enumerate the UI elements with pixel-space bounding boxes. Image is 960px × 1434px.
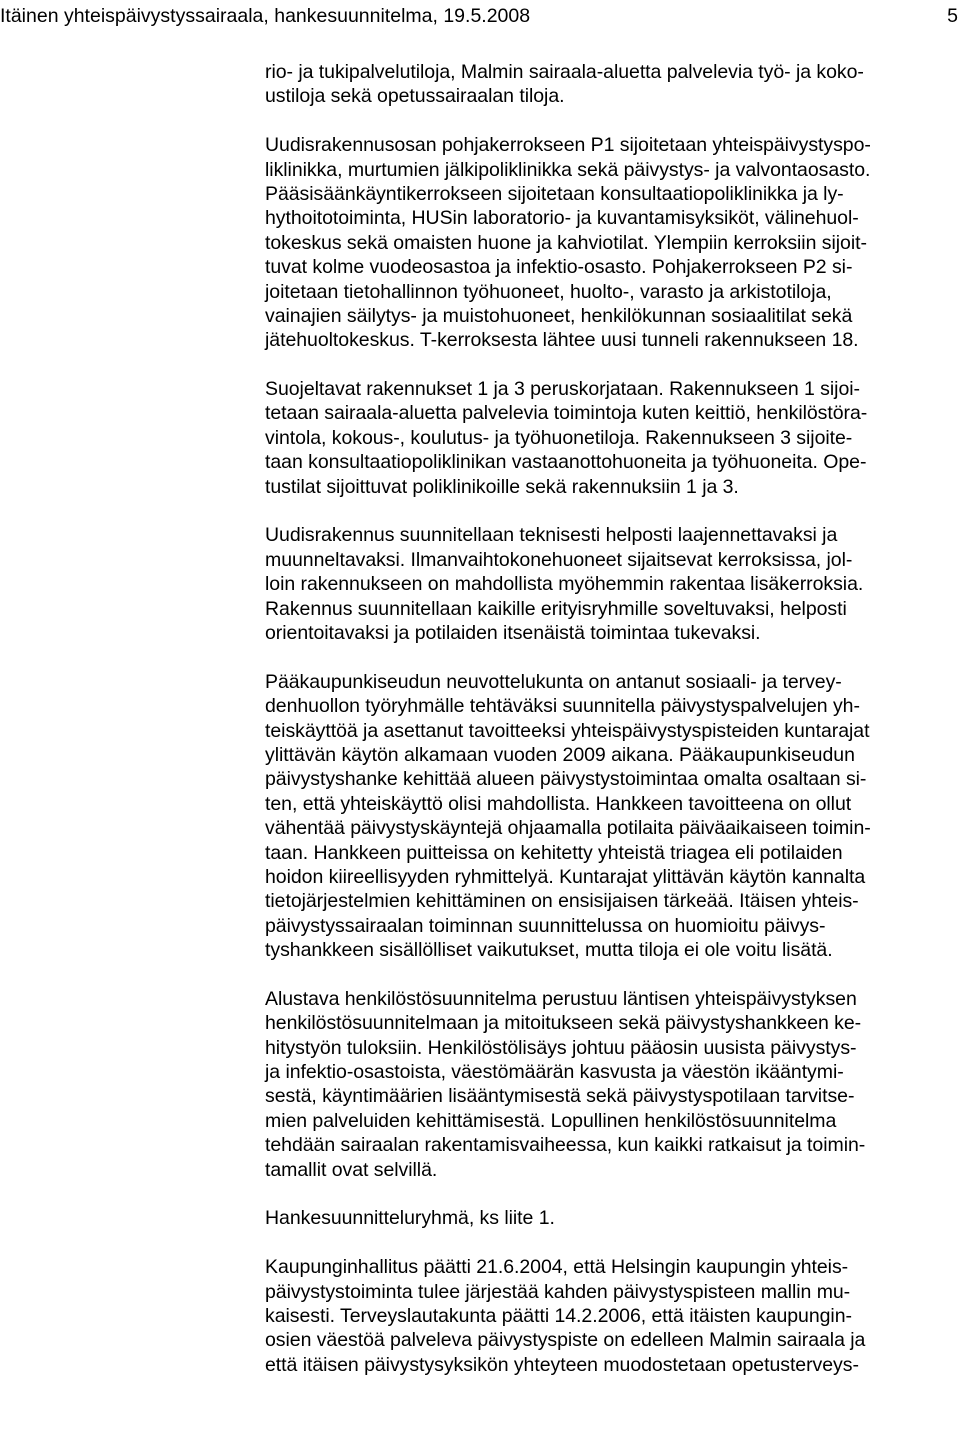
text-line: sestä, käyntimäärien lisääntymisestä sekä päivystyspotilaan tarvitse- (265, 1085, 855, 1108)
text-line: jätehuoltokeskus. T-kerroksesta lähtee uusi tunneli rakennukseen 18. (265, 329, 859, 352)
document-body (265, 60, 960, 1377)
paragraph (265, 377, 960, 499)
text-line: tamallit ovat selvillä. (265, 1158, 438, 1181)
text-line: taan. Hankkeen puitteissa on kehitetty yhteistä triagea eli potilaiden (265, 841, 843, 864)
text-line: hoidon kiireellisyyden ryhmittelyä. Kuntarajat ylittävän käytön kannalta (265, 865, 866, 888)
text-line: Pääkaupunkiseudun neuvottelukunta on antanut sosiaali- ja tervey- (265, 670, 842, 693)
text-line: Kaupunginhallitus päätti 21.6.2004, että Helsingin kaupungin yhteis- (265, 1256, 849, 1279)
paragraph (265, 1255, 960, 1377)
paragraph (265, 523, 960, 645)
text-line: taan konsultaatiopoliklinikan vastaanottohuoneita ja työhuoneita. Ope- (265, 451, 867, 474)
paragraph (265, 133, 960, 353)
paragraph-gap (265, 1231, 960, 1255)
text-line: vainajien säilytys- ja muistohuoneet, henkilökunnan sosiaalitilat sekä (265, 304, 853, 327)
text-line: että itäisen päivystysyksikön yhteyteen muodostetaan opetusterveys- (265, 1353, 859, 1376)
paragraph (265, 987, 960, 1182)
text-line: Pääsisäänkäyntikerrokseen sijoitetaan konsultaatiopoliklinikka ja ly- (265, 182, 844, 205)
paragraph-gap (265, 962, 960, 986)
text-line: osien väestöä palveleva päivystyspiste on edelleen Malmin sairaala ja (265, 1329, 866, 1352)
text-line: henkilöstösuunnitelmaan ja mitoitukseen sekä päivystyshankkeen ke- (265, 1012, 862, 1035)
text-line: hitystyön tuloksiin. Henkilöstölisäys johtuu pääosin uusista päivystys- (265, 1036, 857, 1059)
text-line: vähentää päivystyskäyntejä ohjaamalla potilaita päiväaikaiseen toimin- (265, 817, 871, 840)
text-line: päivystyshanke kehittää alueen päivystystoimintaa omalta osaltaan si- (265, 768, 867, 791)
text-line: tehdään sairaalan rakentamisvaiheessa, kun kaikki ratkaisut ja toimin- (265, 1134, 866, 1157)
text-line: päivystyssairaalan toiminnan suunnittelussa on huomioitu päivys- (265, 914, 826, 937)
paragraph (265, 60, 960, 109)
text-line: Alustava henkilöstösuunnitelma perustuu läntisen yhteispäivystyksen (265, 987, 857, 1010)
text-line: mien palveluiden kehittämisestä. Lopullinen henkilöstösuunnitelma (265, 1109, 837, 1132)
paragraph-gap (265, 645, 960, 669)
text-line: ja infektio-osastoista, väestömäärän kasvusta ja väestön ikääntymi- (265, 1061, 844, 1084)
text-line: tokeskus sekä omaisten huone ja kahviotilat. Ylempiin kerroksiin sijoit- (265, 231, 867, 254)
text-line: Suojeltavat rakennukset 1 ja 3 peruskorjataan. Rakennukseen 1 sijoi- (265, 378, 860, 401)
text-line: ustiloja sekä opetussairaalan tiloja. (265, 85, 565, 108)
paragraph-gap (265, 109, 960, 133)
text-line: tuvat kolme vuodeosastoa ja infektio-osasto. Pohjakerrokseen P2 si- (265, 256, 853, 279)
paragraph (265, 1206, 960, 1230)
paragraph-gap (265, 353, 960, 377)
text-line: loin rakennukseen on mahdollista myöhemmin rakentaa lisäkerroksia. (265, 573, 864, 596)
text-line: tetaan sairaala-aluetta palvelevia toimintoja kuten keittiö, henkilöstöra- (265, 402, 868, 425)
text-line: kaisesti. Terveyslautakunta päätti 14.2.2006, että itäisten kaupungin- (265, 1304, 852, 1327)
text-line: orientoitavaksi ja potilaiden itsenäistä toimintaa tukevaksi. (265, 621, 761, 644)
text-line: Uudisrakennusosan pohjakerrokseen P1 sijoitetaan yhteispäivystyspo- (265, 134, 871, 157)
text-line: teiskäyttöä ja asettanut tavoitteeksi yhteispäivystyspisteiden kuntarajat (265, 719, 870, 742)
paragraph (265, 670, 960, 963)
page-number: 5 (947, 5, 958, 27)
text-line: tietojärjestelmien kehittäminen on ensisijaisen tärkeää. Itäisen yhteis- (265, 890, 859, 913)
text-line: Hankesuunnitteluryhmä, ks liite 1. (265, 1207, 555, 1230)
paragraph-gap (265, 499, 960, 523)
text-line: tustilat sijoittuvat poliklinikoille sekä rakennuksiin 1 ja 3. (265, 475, 739, 498)
text-line: hythoitotoiminta, HUSin laboratorio- ja kuvantamisyksiköt, välinehuol- (265, 207, 859, 230)
text-line: ten, että yhteiskäyttö olisi mahdollista. Hankkeen tavoitteena on ollut (265, 792, 852, 815)
text-line: vintola, kokous-, koulutus- ja työhuonetiloja. Rakennukseen 3 sijoite- (265, 426, 853, 449)
text-line: tyshankkeen sisällölliset vaikutukset, mutta tiloja ei ole voitu lisätä. (265, 939, 833, 962)
header-title: Itäinen yhteispäivystyssairaala, hankesuunnitelma, 19.5.2008 (0, 5, 531, 27)
text-line: päivystystoiminta tulee järjestää kahden päivystyspisteen mallin mu- (265, 1280, 851, 1303)
text-line: liklinikka, murtumien jälkipoliklinikka sekä päivystys- ja valvontaosasto. (265, 158, 871, 181)
text-line: muunneltavaksi. Ilmanvaihtokonehuoneet sijaitsevat kerroksissa, jol- (265, 548, 853, 571)
text-line: joitetaan tietohallinnon työhuoneet, huolto-, varasto ja arkistotiloja, (265, 280, 832, 303)
page-header (0, 3, 960, 33)
text-line: Rakennus suunnitellaan kaikille erityisryhmille soveltuvaksi, helposti (265, 597, 847, 620)
text-line: rio- ja tukipalvelutiloja, Malmin sairaala-aluetta palvelevia työ- ja koko- (265, 61, 864, 83)
text-line: Uudisrakennus suunnitellaan teknisesti helposti laajennettavaksi ja (265, 524, 838, 547)
paragraph-gap (265, 1182, 960, 1206)
text-line: ylittävän käytön alkamaan vuoden 2009 aikana. Pääkaupunkiseudun (265, 743, 855, 766)
text-line: denhuollon työryhmälle tehtäväksi suunnitella päivystyspalvelujen yh- (265, 695, 860, 718)
